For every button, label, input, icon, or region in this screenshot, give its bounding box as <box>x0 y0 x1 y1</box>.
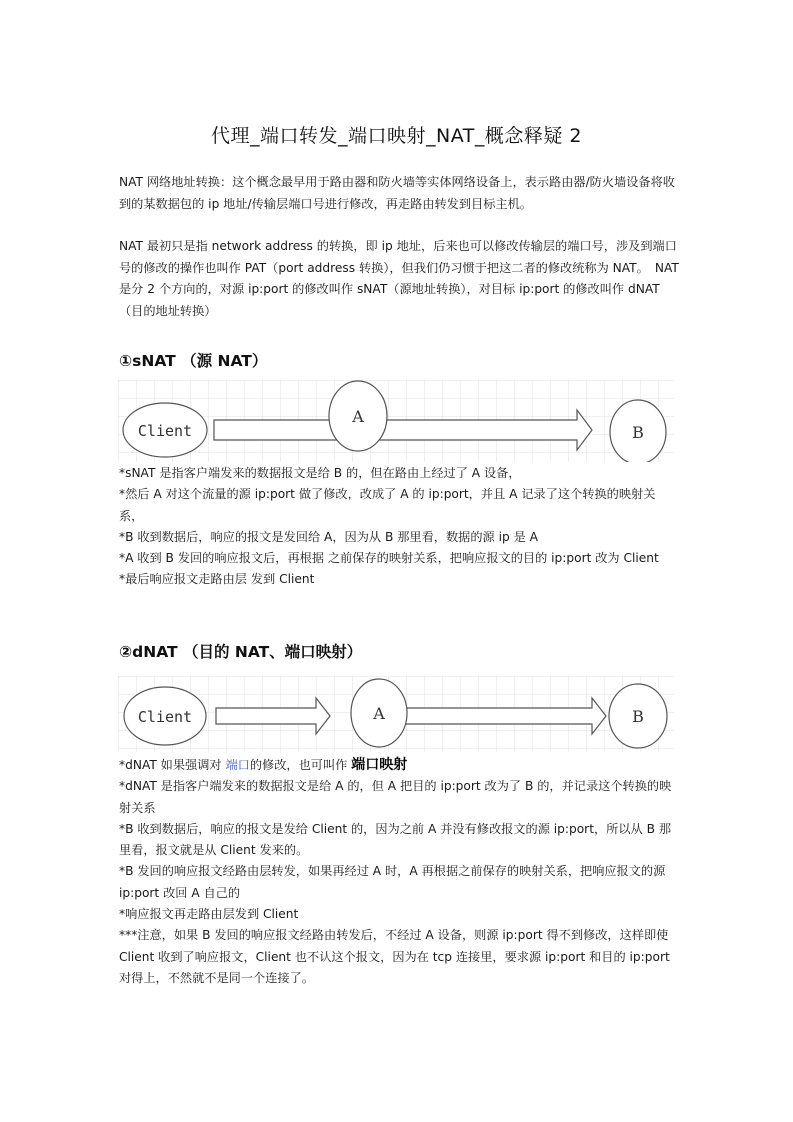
dnat-explanation <box>119 755 679 989</box>
snat-line: *A 收到 B 发回的响应报文后，再根据 之前保存的映射关系，把响应报文的目的 ip:port 改为 Client <box>119 551 659 566</box>
dnat-heading: ②dNAT （目的 NAT、端口映射） <box>119 643 363 661</box>
dnat-diagram <box>118 676 674 752</box>
a-label: A <box>352 407 364 426</box>
snat-diagram <box>118 380 674 462</box>
dnat-line: *dNAT 是指客户端发来的数据报文是给 A 的，但 A 把目的 ip:port 改为了 B 的，并记录这个转换的映射关系 <box>119 779 672 815</box>
intro-paragraph-1: NAT 网络地址转换：这个概念最早用于路由器和防火墙等实体网络设备上，表示路由器/防火墙设备将收到的某数据包的 ip 地址/传输层端口号进行修改，再走路由转发到目标主机。 <box>119 175 675 211</box>
dnat-line: *响应报文再走路由层发到 Client <box>119 907 299 922</box>
port-link[interactable]: 端口 <box>225 758 250 772</box>
snat-line: *然后 A 对这个流量的源 ip:port 做了修改，改成了 A 的 ip:port，并且 A 记录了这个转换的映射关系， <box>119 487 656 523</box>
a-label: A <box>373 704 385 723</box>
port-mapping-term: 端口映射 <box>351 757 408 773</box>
client-label: Client <box>137 422 193 440</box>
snat-line: *最后响应报文走路由层 发到 Client <box>119 572 315 587</box>
b-label: B <box>632 707 644 726</box>
snat-heading: ①sNAT （源 NAT） <box>119 352 268 370</box>
dnat-line-port-mapping: *dNAT 如果强调对 端口的修改，也可叫作 端口映射 <box>119 757 408 773</box>
page-title: 代理_端口转发_端口映射_NAT_概念释疑 2 <box>211 125 582 147</box>
dnat-line: ***注意，如果 B 发回的响应报文经路由转发后，不经过 A 设备，则源 ip:port 得不到修改，这样即使 Client 收到了响应报文，Client 也不认这个报文，因为在 tcp 连接里，要求源 ip:port 和目的 ip:port 对得上，不然就不是同一个连接了。 <box>119 928 670 985</box>
snat-explanation <box>119 463 679 591</box>
b-label: B <box>632 423 644 442</box>
client-label: Client <box>137 708 193 726</box>
snat-line: *B 收到数据后，响应的报文是发回给 A，因为从 B 那里看，数据的源 ip 是 A <box>119 529 538 544</box>
dnat-line: *B 收到数据后，响应的报文是发给 Client 的，因为之前 A 并没有修改报文的源 ip:port，所以从 B 那里看，报文就是从 Client 发来的。 <box>119 821 672 858</box>
snat-line: *sNAT 是指客户端发来的数据报文是给 B 的，但在路由上经过了 A 设备， <box>119 466 521 480</box>
intro-paragraph-2: NAT 最初只是指 network address 的转换，即 ip 地址，后来也可以修改传输层的端口号，涉及到端口号的修改的操作也叫作 PAT（port address 转换），但我们仍习惯于把这二者的修改统称为 NAT。 NAT 是分 2 个方向的，对源 ip:port 的修改叫作 sNAT（源地址转换），对目标 ip:port 的修改叫作 dNAT（目的地址转换） <box>119 239 679 318</box>
dnat-line: *B 发回的响应报文经路由层转发，如果再经过 A 时，A 再根据之前保存的映射关系，把响应报文的源 ip:port 改回 A 自己的 <box>119 864 666 900</box>
